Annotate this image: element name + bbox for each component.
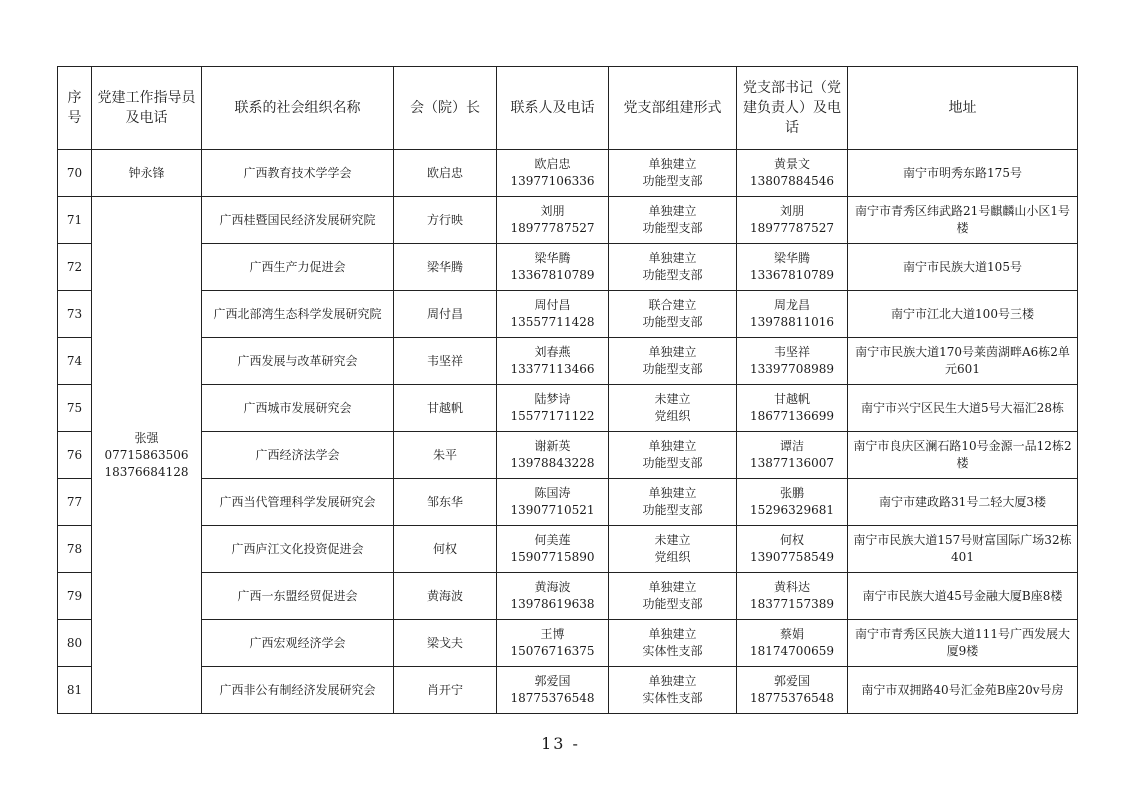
table-row	[58, 479, 1078, 526]
org-head: 邹东华	[394, 479, 497, 526]
secretary-name: 刘朋	[779, 204, 804, 218]
secretary-phone: 15296329681	[750, 503, 834, 517]
org-name: 广西庐江文化投资促进会	[202, 526, 394, 573]
contact-cell	[497, 526, 609, 573]
secretary-cell	[737, 620, 848, 667]
row-number: 79	[58, 573, 92, 620]
header-form: 党支部组建形式	[609, 67, 737, 150]
contact-cell	[497, 291, 609, 338]
org-head: 朱平	[394, 432, 497, 479]
secretary-phone: 18174700659	[750, 644, 834, 658]
org-head: 肖开宁	[394, 667, 497, 714]
address: 南宁市双拥路40号汇金苑B座20v号房	[848, 667, 1078, 714]
branch-form-kind: 实体性支部	[642, 644, 703, 658]
guide-cell: 钟永锋	[92, 150, 202, 197]
contact-phone: 13907710521	[510, 503, 595, 517]
branch-form-kind: 功能型支部	[642, 597, 703, 611]
contact-name: 欧启忠	[534, 157, 571, 171]
header-contact: 联系人及电话	[497, 67, 609, 150]
branch-form-type: 未建立	[654, 533, 691, 547]
secretary-cell	[737, 338, 848, 385]
table-row	[58, 620, 1078, 667]
contact-name: 何美莲	[534, 533, 571, 547]
contact-name: 周付昌	[534, 298, 571, 312]
branch-form-type: 单独建立	[648, 345, 697, 359]
address: 南宁市江北大道100号三楼	[848, 291, 1078, 338]
org-head: 方行映	[394, 197, 497, 244]
contact-phone: 13367810789	[510, 268, 595, 282]
branch-form-kind: 实体性支部	[642, 691, 703, 705]
contact-phone: 13977106336	[510, 174, 595, 188]
table-row	[58, 432, 1078, 479]
secretary-cell	[737, 432, 848, 479]
secretary-name: 周龙昌	[773, 298, 810, 312]
table-row	[58, 385, 1078, 432]
contact-name: 黄海波	[534, 580, 571, 594]
secretary-name: 甘越帆	[773, 392, 810, 406]
address: 南宁市明秀东路175号	[848, 150, 1078, 197]
contact-cell	[497, 620, 609, 667]
address: 南宁市青秀区民族大道111号广西发展大厦9楼	[848, 620, 1078, 667]
row-number: 70	[58, 150, 92, 197]
branch-form-cell	[609, 291, 737, 338]
branch-form-kind: 功能型支部	[642, 174, 703, 188]
org-name: 广西城市发展研究会	[202, 385, 394, 432]
org-head: 周付昌	[394, 291, 497, 338]
branch-form-kind: 功能型支部	[642, 456, 703, 470]
row-number: 72	[58, 244, 92, 291]
contact-phone: 13377113466	[510, 362, 595, 376]
header-address: 地址	[848, 67, 1078, 150]
secretary-phone: 13397708989	[750, 362, 834, 376]
secretary-name: 蔡娟	[779, 627, 804, 641]
guide-cell	[92, 197, 202, 714]
org-name: 广西教育技术学学会	[202, 150, 394, 197]
contact-phone: 15076716375	[510, 644, 595, 658]
branch-form-type: 单独建立	[648, 674, 697, 688]
branch-form-type: 单独建立	[648, 157, 697, 171]
table-row	[58, 291, 1078, 338]
contact-cell	[497, 667, 609, 714]
secretary-phone: 13367810789	[750, 268, 834, 282]
address: 南宁市民族大道105号	[848, 244, 1078, 291]
branch-form-cell	[609, 573, 737, 620]
row-number: 76	[58, 432, 92, 479]
branch-form-type: 单独建立	[648, 439, 697, 453]
contact-cell	[497, 479, 609, 526]
guide-phone: 07715863506	[104, 447, 189, 462]
contact-name: 刘朋	[540, 204, 565, 218]
table-row	[58, 150, 1078, 197]
contact-phone: 13978843228	[510, 456, 595, 470]
contact-phone: 18977787527	[510, 221, 595, 235]
address: 南宁市建政路31号二轻大厦3楼	[848, 479, 1078, 526]
row-number: 78	[58, 526, 92, 573]
branch-form-kind: 功能型支部	[642, 503, 703, 517]
contact-name: 王博	[540, 627, 565, 641]
secretary-name: 黄景文	[773, 157, 810, 171]
branch-form-cell	[609, 197, 737, 244]
secretary-cell	[737, 291, 848, 338]
row-number: 80	[58, 620, 92, 667]
branch-form-cell	[609, 432, 737, 479]
table-row	[58, 526, 1078, 573]
secretary-name: 黄科达	[773, 580, 810, 594]
secretary-phone: 18775376548	[750, 691, 834, 705]
org-head: 何权	[394, 526, 497, 573]
secretary-phone: 13978811016	[750, 315, 834, 329]
branch-form-kind: 功能型支部	[642, 268, 703, 282]
branch-form-type: 单独建立	[648, 486, 697, 500]
contact-cell	[497, 385, 609, 432]
header-head: 会（院）长	[394, 67, 497, 150]
address: 南宁市良庆区澜石路10号金源一品12栋2楼	[848, 432, 1078, 479]
secretary-name: 谭洁	[779, 439, 804, 453]
contact-name: 梁华腾	[534, 251, 571, 265]
branch-form-cell	[609, 479, 737, 526]
page-number: 13 -	[541, 734, 580, 753]
contact-name: 刘春燕	[534, 345, 571, 359]
address: 南宁市民族大道45号金融大厦B座8楼	[848, 573, 1078, 620]
org-name: 广西生产力促进会	[202, 244, 394, 291]
contact-cell	[497, 197, 609, 244]
secretary-name: 梁华腾	[773, 251, 810, 265]
org-name: 广西非公有制经济发展研究会	[202, 667, 394, 714]
address: 南宁市兴宁区民生大道5号大福汇28栋	[848, 385, 1078, 432]
secretary-cell	[737, 197, 848, 244]
org-name: 广西桂暨国民经济发展研究院	[202, 197, 394, 244]
secretary-phone: 18377157389	[750, 597, 834, 611]
branch-form-kind: 功能型支部	[642, 362, 703, 376]
social-organization-table	[57, 66, 1078, 714]
header-no: 序号	[58, 67, 92, 150]
row-number: 71	[58, 197, 92, 244]
secretary-cell	[737, 150, 848, 197]
secretary-cell	[737, 385, 848, 432]
org-head: 韦坚祥	[394, 338, 497, 385]
org-name: 广西经济法学会	[202, 432, 394, 479]
org-name: 广西北部湾生态科学发展研究院	[202, 291, 394, 338]
address: 南宁市民族大道157号财富国际广场32栋401	[848, 526, 1078, 573]
row-number: 81	[58, 667, 92, 714]
secretary-name: 郭爱国	[773, 674, 810, 688]
branch-form-kind: 功能型支部	[642, 221, 703, 235]
secretary-name: 韦坚祥	[773, 345, 810, 359]
row-number: 77	[58, 479, 92, 526]
guide-phone: 18376684128	[104, 464, 189, 479]
secretary-phone: 13907758549	[750, 550, 834, 564]
branch-form-kind: 功能型支部	[642, 315, 703, 329]
branch-form-cell	[609, 150, 737, 197]
table-body	[58, 150, 1078, 714]
contact-name: 郭爱国	[534, 674, 571, 688]
header-org: 联系的社会组织名称	[202, 67, 394, 150]
contact-cell	[497, 338, 609, 385]
contact-phone: 13557711428	[510, 315, 595, 329]
branch-form-cell	[609, 385, 737, 432]
table-row	[58, 573, 1078, 620]
contact-cell	[497, 573, 609, 620]
branch-form-type: 单独建立	[648, 251, 697, 265]
branch-form-type: 联合建立	[648, 298, 697, 312]
header-row	[58, 67, 1078, 150]
row-number: 74	[58, 338, 92, 385]
guide-name: 张强	[134, 430, 159, 445]
row-number: 75	[58, 385, 92, 432]
org-head: 黄海波	[394, 573, 497, 620]
contact-phone: 15907715890	[510, 550, 595, 564]
row-number: 73	[58, 291, 92, 338]
header-secretary: 党支部书记（党建负责人）及电话	[737, 67, 848, 150]
branch-form-cell	[609, 338, 737, 385]
branch-form-cell	[609, 526, 737, 573]
table-row	[58, 338, 1078, 385]
secretary-phone: 18677136699	[750, 409, 834, 423]
contact-cell	[497, 432, 609, 479]
table-row	[58, 244, 1078, 291]
org-head: 欧启忠	[394, 150, 497, 197]
secretary-cell	[737, 667, 848, 714]
address: 南宁市青秀区纬武路21号麒麟山小区1号楼	[848, 197, 1078, 244]
branch-form-type: 单独建立	[648, 204, 697, 218]
secretary-cell	[737, 479, 848, 526]
org-name: 广西一东盟经贸促进会	[202, 573, 394, 620]
secretary-phone: 18977787527	[750, 221, 834, 235]
secretary-cell	[737, 573, 848, 620]
branch-form-type: 单独建立	[648, 580, 697, 594]
branch-form-kind: 党组织	[654, 550, 691, 564]
secretary-cell	[737, 526, 848, 573]
contact-cell	[497, 150, 609, 197]
table-row	[58, 667, 1078, 714]
branch-form-kind: 党组织	[654, 409, 691, 423]
contact-phone: 13978619638	[510, 597, 595, 611]
contact-name: 谢新英	[534, 439, 571, 453]
branch-form-type: 未建立	[654, 392, 691, 406]
contact-name: 陆梦诗	[534, 392, 571, 406]
org-name: 广西当代管理科学发展研究会	[202, 479, 394, 526]
secretary-cell	[737, 244, 848, 291]
secretary-name: 何权	[779, 533, 804, 547]
secretary-phone: 13877136007	[750, 456, 834, 470]
org-name: 广西发展与改革研究会	[202, 338, 394, 385]
address: 南宁市民族大道170号莱茵湖畔A6栋2单元601	[848, 338, 1078, 385]
contact-phone: 18775376548	[510, 691, 595, 705]
contact-name: 陈国涛	[534, 486, 571, 500]
contact-cell	[497, 244, 609, 291]
org-name: 广西宏观经济学会	[202, 620, 394, 667]
secretary-phone: 13807884546	[750, 174, 834, 188]
header-guide: 党建工作指导员及电话	[92, 67, 202, 150]
org-head: 梁戈夫	[394, 620, 497, 667]
table-row	[58, 197, 1078, 244]
branch-form-type: 单独建立	[648, 627, 697, 641]
branch-form-cell	[609, 620, 737, 667]
org-head: 甘越帆	[394, 385, 497, 432]
contact-phone: 15577171122	[510, 409, 595, 423]
secretary-name: 张鹏	[779, 486, 804, 500]
org-head: 梁华腾	[394, 244, 497, 291]
branch-form-cell	[609, 244, 737, 291]
branch-form-cell	[609, 667, 737, 714]
